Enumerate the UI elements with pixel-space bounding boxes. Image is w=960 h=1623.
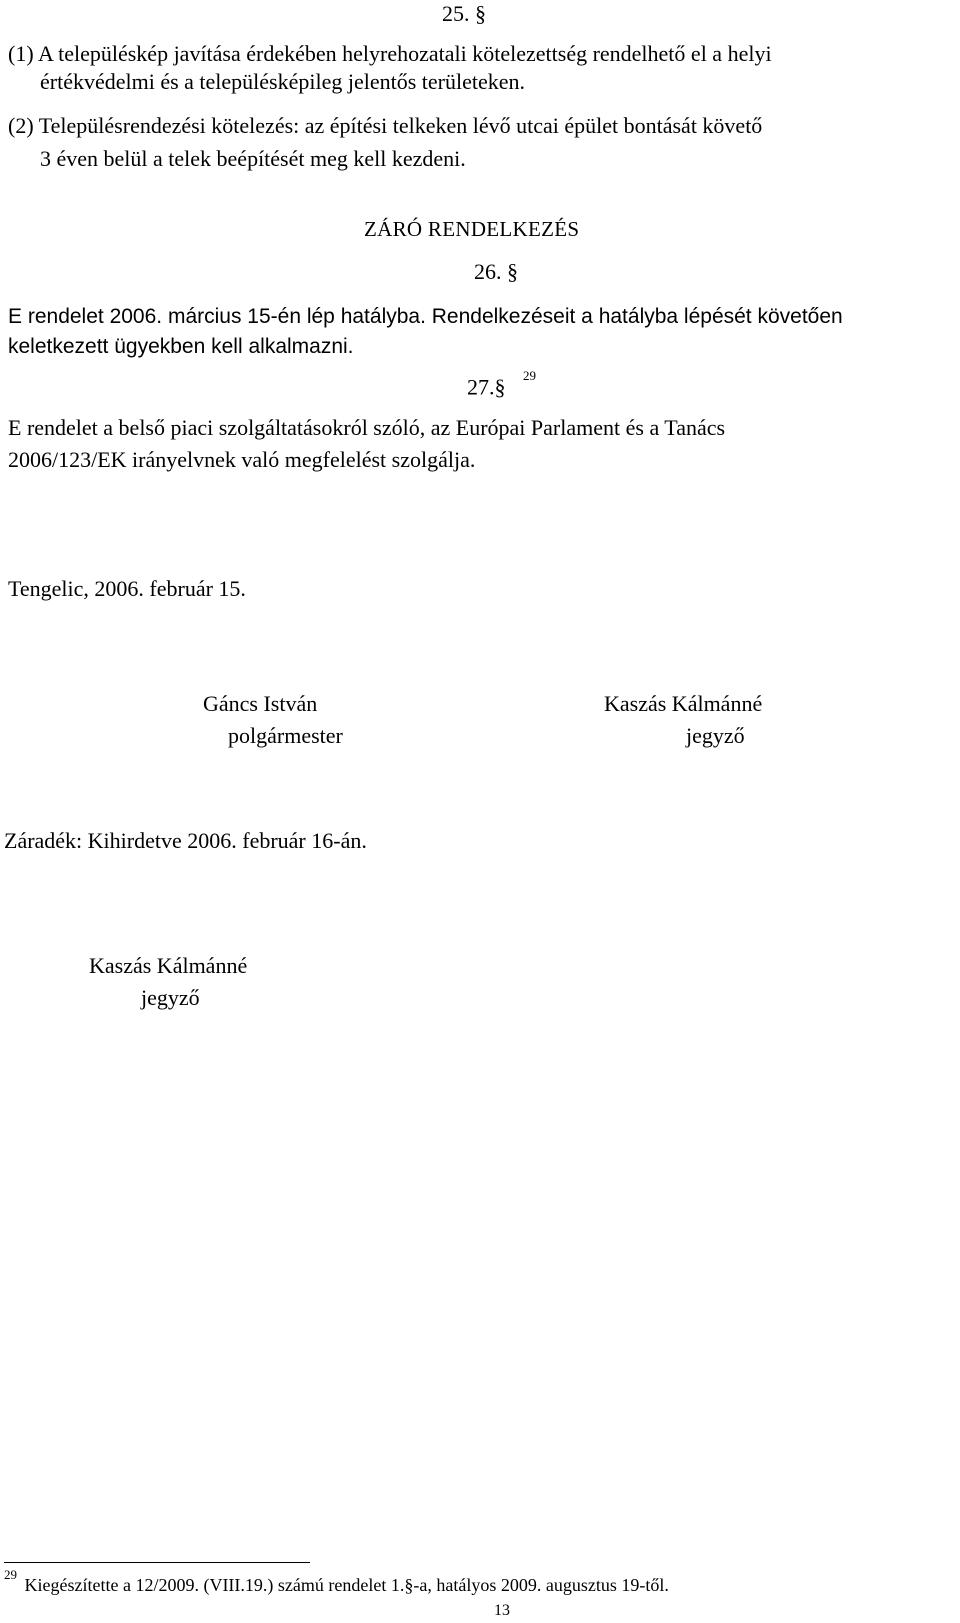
signature-left-role: polgármester bbox=[228, 723, 343, 748]
section-26-line-2: keletkezett ügyekben kell alkalmazni. bbox=[8, 335, 354, 358]
final-signature-role: jegyző bbox=[141, 985, 200, 1010]
section-27-heading bbox=[467, 368, 536, 400]
promulgation-clause: Záradék: Kihirdetve 2006. február 16-án. bbox=[4, 828, 367, 853]
footnote-number: 29 bbox=[4, 1567, 17, 1582]
section-25-paragraph-1-line-2: értékvédelmi és a településképileg jelentős területeken. bbox=[40, 69, 526, 94]
closing-provisions-title: ZÁRÓ RENDELKEZÉS bbox=[364, 217, 580, 241]
footnote-separator bbox=[4, 1562, 310, 1563]
signature-right-name: Kaszás Kálmánné bbox=[604, 691, 763, 716]
section-25-paragraph-2-line-2: 3 éven belül a telek beépítését meg kell kezdeni. bbox=[40, 146, 466, 171]
section-25-paragraph-2-line-1: (2) Településrendezési kötelezés: az építési telkeken lévő utcai épület bontását követő bbox=[8, 113, 763, 138]
section-26-line-1: E rendelet 2006. március 15-én lép hatályba. Rendelkezéseit a hatályba lépését követően bbox=[8, 305, 843, 328]
section-25-heading: 25. § bbox=[442, 1, 486, 26]
signature-left-name: Gáncs István bbox=[203, 691, 318, 716]
footnote-text: Kiegészítette a 12/2009. (VIII.19.) számú rendelet 1.§-a, hatályos 2009. augusztus 19-től. bbox=[24, 1575, 669, 1595]
place-and-date: Tengelic, 2006. február 15. bbox=[8, 576, 246, 601]
page-number: 13 bbox=[494, 1602, 510, 1619]
section-27-line-1: E rendelet a belső piaci szolgáltatásokról szóló, az Európai Parlament és a Tanács bbox=[8, 415, 726, 440]
section-27-footnote-reference: 29 bbox=[523, 368, 536, 383]
section-27-heading-text: 27.§ bbox=[467, 374, 506, 400]
section-25-paragraph-1-line-1: (1) A településkép javítása érdekében helyrehozatali kötelezettség rendelhető el a helyi bbox=[8, 41, 772, 66]
final-signature-name: Kaszás Kálmánné bbox=[89, 953, 248, 978]
section-27-line-2: 2006/123/EK irányelvnek való megfelelést szolgálja. bbox=[8, 447, 476, 472]
footnote bbox=[4, 1567, 669, 1595]
signature-right-role: jegyző bbox=[686, 723, 745, 748]
section-26-heading: 26. § bbox=[474, 259, 518, 284]
